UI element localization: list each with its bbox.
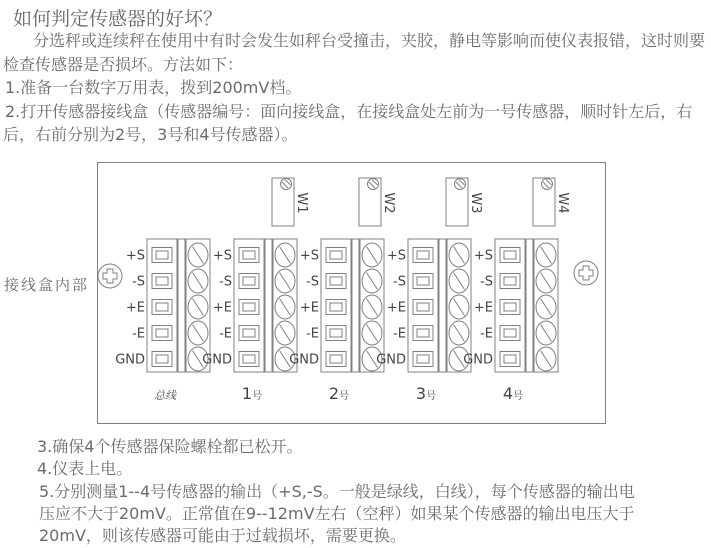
terminal-row-label: +S	[299, 248, 319, 264]
terminal-row-label: GND	[202, 352, 232, 368]
left-screw-icon	[98, 264, 122, 288]
terminal-row-label: GND	[289, 352, 319, 368]
wire-label: W4	[555, 192, 570, 214]
terminal-row-label: -S	[393, 274, 406, 290]
step-2-line-2: 后，右前分别为2号，3号和4号传感器）。	[3, 125, 298, 144]
right-screw-icon	[574, 261, 598, 285]
group-label: 2号	[328, 384, 350, 403]
terminal-row-label: GND	[115, 352, 145, 368]
terminal-row-label: -S	[219, 274, 232, 290]
junction-box-side-label: 接线盒内部	[4, 276, 90, 294]
intro-line-1: 分选秤或连续秤在使用中有时会发生如秤台受撞击，夹胶，静电等影响而使仪表报错，这时则要	[33, 31, 706, 50]
group-label: 1号	[241, 384, 263, 403]
terminal-row-label: +E	[125, 300, 145, 316]
step-5-line-3: 20mV，则该传感器可能由于过载损坏，需要更换。	[39, 526, 406, 545]
page-title: 如何判定传感器的好坏？	[13, 8, 223, 30]
terminal-row-label: +S	[386, 248, 406, 264]
terminal-row-label: +S	[212, 248, 232, 264]
terminal-row-label: -E	[393, 326, 406, 342]
step-1: 1.准备一台数字万用表，拨到200mV档。	[5, 78, 302, 97]
group-label: 总线	[154, 389, 176, 402]
terminal-row-label: -S	[480, 274, 493, 290]
terminal-row-label: -E	[480, 326, 493, 342]
terminal-row-label: -S	[132, 274, 145, 290]
wire-label: W3	[468, 192, 483, 214]
terminal-row-label: +E	[473, 300, 493, 316]
terminal-row-label: GND	[463, 352, 493, 368]
group-label: 4号	[502, 384, 524, 403]
group-label: 3号	[415, 384, 437, 403]
terminal-row-label: +E	[299, 300, 319, 316]
terminal-row-label: +E	[386, 300, 406, 316]
step-5-line-2: 压应不大于20mV。正常值在9--12mV左右（空秤）如果某个传感器的输出电压大于	[39, 504, 635, 523]
wire-label: W2	[381, 192, 396, 214]
terminal-row-label: -E	[132, 326, 145, 342]
terminal-row-label: +S	[125, 248, 145, 264]
terminal-row-label: -E	[306, 326, 319, 342]
step-5-line-1: 5.分别测量1--4号传感器的输出（+S,-S。一般是绿线，白线），每个传感器的输出电	[39, 482, 635, 501]
terminal-row-label: +E	[212, 300, 232, 316]
terminal-row-label: -E	[219, 326, 232, 342]
step-3: 3.确保4个传感器保险螺栓都已松开。	[37, 437, 303, 456]
step-4: 4.仪表上电。	[37, 459, 133, 478]
terminal-row-label: -S	[306, 274, 319, 290]
junction-box-diagram	[97, 162, 607, 424]
intro-line-2: 检查传感器是否损坏。方法如下：	[3, 55, 244, 74]
step-2-line-1: 2.打开传感器接线盒（传感器编号：面向接线盒，在接线盒处左前为一号传感器，顺时针左后，右	[5, 102, 693, 121]
terminal-row-label: +S	[473, 248, 493, 264]
terminal-row-label: GND	[376, 352, 406, 368]
wire-label: W1	[294, 192, 309, 214]
